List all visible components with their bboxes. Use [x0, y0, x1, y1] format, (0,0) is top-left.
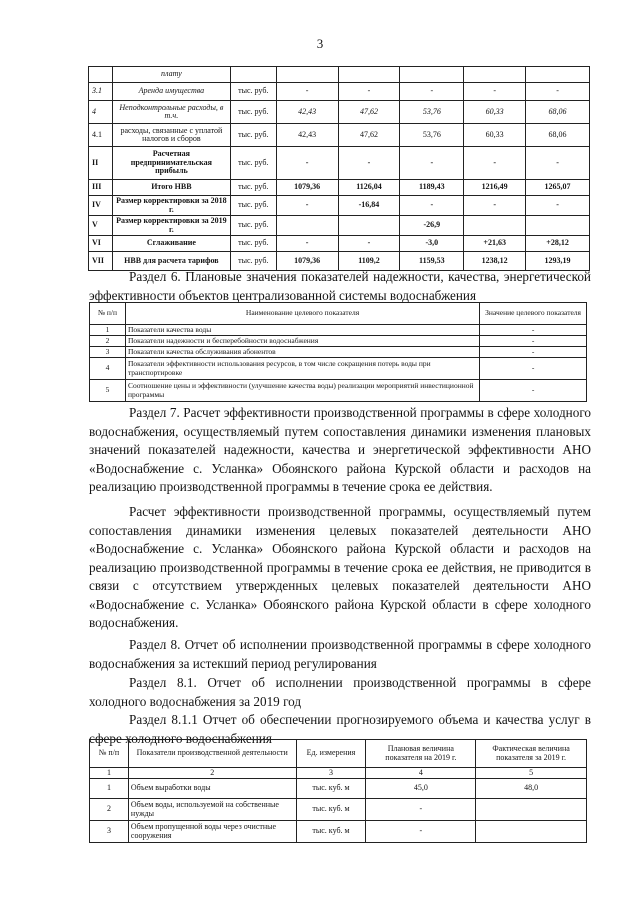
plan-value: 45,0	[366, 779, 476, 799]
row-label: плату	[112, 67, 230, 83]
value-cell: 1079,36	[276, 180, 338, 196]
value-cell	[276, 67, 338, 83]
indicator-name: Объем воды, используемой на собственные нужды	[128, 799, 296, 821]
section-7-paragraph-1: Раздел 7. Расчет эффективности производственной программы в сфере холодного водоснабжения, осуществляемый путем сопоставления динамики изменения плановых значений показателей надежности, качества и энергетической эффективности АНО «Водоснабжение с. Усланка» Обоянского района Курской области и расходов на реализацию производственной программы в течение срока ее действия.	[89, 405, 591, 494]
value-cell: +28,12	[526, 236, 590, 252]
indicator-name: Объем пропущенной воды через очистные сооружения	[128, 821, 296, 843]
row-label: Сглаживание	[112, 236, 230, 252]
row-label: Итого НВВ	[112, 180, 230, 196]
indicator-name: Показатели качества воды	[125, 325, 479, 336]
row-number: III	[89, 180, 113, 196]
row-number: VII	[89, 252, 113, 271]
row-number: 3	[90, 821, 129, 843]
table-row	[90, 779, 587, 799]
column-number: 5	[476, 768, 587, 779]
header-cell: Показатели производственной деятельности	[128, 740, 296, 768]
value-cell: 68,06	[526, 101, 590, 124]
value-cell: -26,9	[400, 216, 464, 236]
row-number: 1	[90, 325, 126, 336]
fact-value	[476, 799, 587, 821]
table-row	[90, 799, 587, 821]
row-number: II	[89, 147, 113, 180]
row-number: 4.1	[89, 124, 113, 147]
value-cell: -	[338, 83, 400, 101]
value-cell: -	[338, 147, 400, 180]
value-cell	[526, 216, 590, 236]
value-cell: 1238,12	[464, 252, 526, 271]
value-cell	[400, 67, 464, 83]
table-row	[89, 147, 590, 180]
value-cell: 42,43	[276, 101, 338, 124]
unit-cell: тыс. руб.	[230, 252, 276, 271]
value-cell: 1159,53	[400, 252, 464, 271]
row-label: расходы, связанные с уплатой налогов и сборов	[112, 124, 230, 147]
row-number: 2	[90, 799, 129, 821]
value-cell: 1265,07	[526, 180, 590, 196]
fact-value	[476, 821, 587, 843]
unit-cell: тыс. руб.	[230, 147, 276, 180]
value-cell: 47,62	[338, 124, 400, 147]
value-cell: 68,06	[526, 124, 590, 147]
value-cell: -	[526, 196, 590, 216]
unit-cell: тыс. руб.	[230, 180, 276, 196]
value-cell: 60,33	[464, 124, 526, 147]
indicator-value: -	[480, 347, 587, 358]
unit-cell	[230, 67, 276, 83]
header-cell: Наименование целевого показателя	[125, 303, 479, 325]
row-number: 5	[90, 380, 126, 402]
value-cell: 1293,19	[526, 252, 590, 271]
unit-cell: тыс. руб.	[230, 196, 276, 216]
value-cell: -	[338, 236, 400, 252]
row-number: IV	[89, 196, 113, 216]
value-cell	[338, 216, 400, 236]
indicator-value: -	[480, 380, 587, 402]
header-cell: Значение целевого показателя	[480, 303, 587, 325]
value-cell: 60,33	[464, 101, 526, 124]
column-number-row	[90, 768, 587, 779]
table-row	[90, 358, 587, 380]
indicator-name: Показатели надежности и бесперебойности водоснабжения	[125, 336, 479, 347]
value-cell: -	[400, 83, 464, 101]
table-row	[89, 180, 590, 196]
value-cell: 47,62	[338, 101, 400, 124]
value-cell: 42,43	[276, 124, 338, 147]
unit-cell: тыс. куб. м	[296, 799, 366, 821]
header-cell: Ед. измерения	[296, 740, 366, 768]
unit-cell: тыс. руб.	[230, 124, 276, 147]
section-8-1-title: Раздел 8.1. Отчет об исполнении производственной программы в сфере холодного водоснабжения за 2019 год	[89, 675, 591, 709]
row-label: Расчетная предпринимательская прибыль	[112, 147, 230, 180]
table-row	[89, 67, 590, 83]
target-indicators-table	[89, 302, 587, 402]
table-row	[89, 101, 590, 124]
indicator-name: Объем выработки воды	[128, 779, 296, 799]
unit-cell: тыс. руб.	[230, 83, 276, 101]
unit-cell: тыс. куб. м	[296, 821, 366, 843]
row-number: 4	[90, 358, 126, 380]
value-cell: -	[464, 147, 526, 180]
table-row	[89, 216, 590, 236]
unit-cell: тыс. руб.	[230, 236, 276, 252]
indicator-name: Показатели качества обслуживания абонентов	[125, 347, 479, 358]
indicator-value: -	[480, 336, 587, 347]
row-label: Размер корректировки за 2018 г.	[112, 196, 230, 216]
table-row	[90, 821, 587, 843]
table-header-row	[90, 740, 587, 768]
plan-value: -	[366, 799, 476, 821]
row-label: Размер корректировки за 2019 г.	[112, 216, 230, 236]
column-number: 4	[366, 768, 476, 779]
unit-cell: тыс. руб.	[230, 101, 276, 124]
indicator-value: -	[480, 325, 587, 336]
row-label: Аренда имущества	[112, 83, 230, 101]
table-row	[90, 325, 587, 336]
indicator-name: Показатели эффективности использования ресурсов, в том числе сокращения потерь воды при транспортировке	[125, 358, 479, 380]
value-cell: 1079,36	[276, 252, 338, 271]
table-row	[90, 336, 587, 347]
value-cell	[464, 216, 526, 236]
value-cell: -16,84	[338, 196, 400, 216]
value-cell: 53,76	[400, 124, 464, 147]
section-6-title: Раздел 6. Плановые значения показателей надежности, качества, энергетической эффективности объектов централизованной системы водоснабжения	[89, 269, 591, 303]
section-8-1-1-title: Раздел 8.1.1 Отчет об обеспечении прогнозируемого объема и качества услуг в сфере холодного водоснабжения	[89, 712, 591, 746]
header-cell: № п/п	[90, 303, 126, 325]
value-cell: 1126,04	[338, 180, 400, 196]
value-cell: -	[276, 236, 338, 252]
production-report-table	[89, 739, 587, 843]
value-cell	[464, 67, 526, 83]
table-row	[90, 380, 587, 402]
table-row	[89, 124, 590, 147]
column-number: 1	[90, 768, 129, 779]
row-number: VI	[89, 236, 113, 252]
section-8-title: Раздел 8. Отчет об исполнении производственной программы в сфере холодного водоснабжения за истекший период регулирования	[89, 637, 591, 671]
table-row	[89, 196, 590, 216]
table-row	[89, 83, 590, 101]
nvv-table	[88, 66, 590, 271]
table-row	[90, 347, 587, 358]
value-cell: 53,76	[400, 101, 464, 124]
header-cell: Фактическая величина показателя за 2019 г.	[476, 740, 587, 768]
row-number: 2	[90, 336, 126, 347]
value-cell	[338, 67, 400, 83]
plan-value: -	[366, 821, 476, 843]
value-cell: -	[526, 83, 590, 101]
value-cell	[526, 67, 590, 83]
value-cell: -	[464, 196, 526, 216]
row-number	[89, 67, 113, 83]
fact-value: 48,0	[476, 779, 587, 799]
indicator-name: Соотношение цены и эффективности (улучшение качества воды) реализации мероприятий инвестиционной программы	[125, 380, 479, 402]
value-cell: -	[276, 83, 338, 101]
value-cell: 1189,43	[400, 180, 464, 196]
indicator-value: -	[480, 358, 587, 380]
value-cell: -	[526, 147, 590, 180]
value-cell: -	[276, 196, 338, 216]
section-7-paragraph-2: Расчет эффективности производственной программы, осуществляемый путем сопоставления динамики изменения целевых показателей деятельности АНО «Водоснабжение с. Усланка» Обоянского района Курской области и расходов на реализацию производственной программы в течение срока ее действия, не приводится в связи с отсутствием утвержденных целевых показателей деятельности АНО «Водоснабжение с. Усланка» Обоянского района Курской области в сфере холодного водоснабжения.	[89, 504, 591, 630]
value-cell: -	[276, 147, 338, 180]
row-label: НВВ для расчета тарифов	[112, 252, 230, 271]
column-number: 3	[296, 768, 366, 779]
value-cell: -	[400, 196, 464, 216]
row-label: Неподконтрольные расходы, в т.ч.	[112, 101, 230, 124]
page-number: 3	[316, 36, 324, 51]
table-row	[89, 236, 590, 252]
value-cell	[276, 216, 338, 236]
header-cell: № п/п	[90, 740, 129, 768]
row-number: 3	[90, 347, 126, 358]
column-number: 2	[128, 768, 296, 779]
row-number: 1	[90, 779, 129, 799]
value-cell: 1109,2	[338, 252, 400, 271]
value-cell: -	[400, 147, 464, 180]
row-number: 4	[89, 101, 113, 124]
unit-cell: тыс. руб.	[230, 216, 276, 236]
value-cell: -3,0	[400, 236, 464, 252]
value-cell: +21,63	[464, 236, 526, 252]
table-header-row	[90, 303, 587, 325]
unit-cell: тыс. куб. м	[296, 779, 366, 799]
header-cell: Плановая величина показателя на 2019 г.	[366, 740, 476, 768]
row-number: 3.1	[89, 83, 113, 101]
value-cell: 1216,49	[464, 180, 526, 196]
row-number: V	[89, 216, 113, 236]
value-cell: -	[464, 83, 526, 101]
